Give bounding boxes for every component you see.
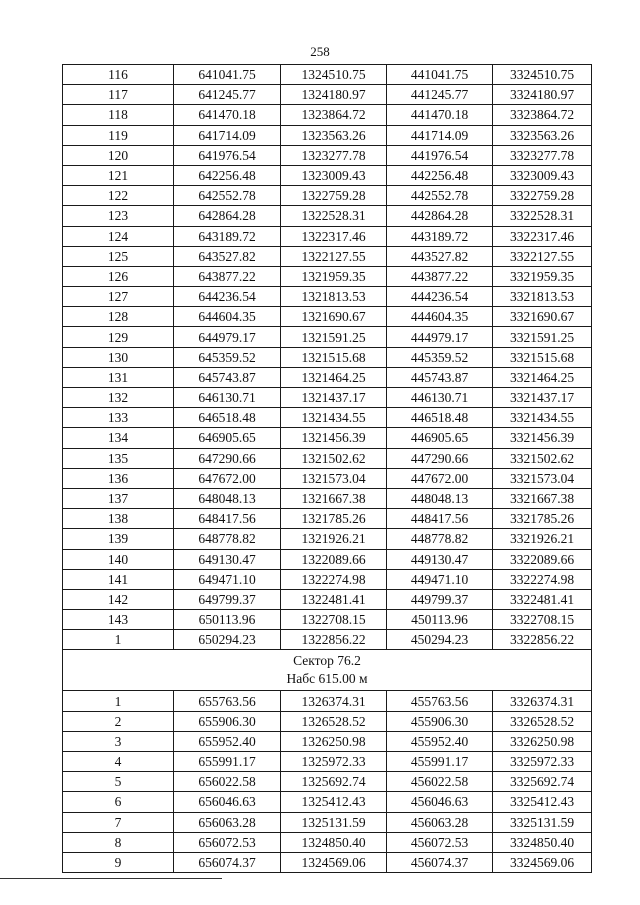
table-row: [63, 428, 592, 448]
coordinate-cell: 448417.56: [387, 509, 493, 529]
point-number-cell: 133: [63, 408, 174, 428]
coordinate-cell: 3321502.62: [493, 448, 592, 468]
coordinate-cell: 3324510.75: [493, 65, 592, 85]
point-number-cell: 131: [63, 367, 174, 387]
coordinate-cell: 1322089.66: [281, 549, 387, 569]
coordinate-cell: 648048.13: [174, 488, 281, 508]
coordinate-cell: 647290.66: [174, 448, 281, 468]
coordinate-cell: 1321502.62: [281, 448, 387, 468]
coordinate-cell: 3321464.25: [493, 367, 592, 387]
table-row: [63, 186, 592, 206]
coordinate-cell: 3325972.33: [493, 752, 592, 772]
coordinate-cell: 650294.23: [174, 630, 281, 650]
coordinate-cell: 3321515.68: [493, 347, 592, 367]
point-number-cell: 120: [63, 145, 174, 165]
coordinate-cell: 641976.54: [174, 145, 281, 165]
coordinates-table: [62, 64, 592, 873]
coordinate-cell: 1321667.38: [281, 488, 387, 508]
coordinate-cell: 3325412.43: [493, 792, 592, 812]
coordinate-cell: 1323277.78: [281, 145, 387, 165]
coordinate-cell: 3322528.31: [493, 206, 592, 226]
point-number-cell: 137: [63, 488, 174, 508]
coordinate-cell: 1324510.75: [281, 65, 387, 85]
table-row: [63, 307, 592, 327]
coordinate-cell: 455763.56: [387, 691, 493, 711]
coordinate-cell: 449471.10: [387, 569, 493, 589]
coordinate-cell: 449130.47: [387, 549, 493, 569]
table-row: [63, 388, 592, 408]
coordinate-cell: 3322317.46: [493, 226, 592, 246]
coordinate-cell: 456072.53: [387, 832, 493, 852]
coordinate-cell: 648417.56: [174, 509, 281, 529]
coordinate-cell: 641470.18: [174, 105, 281, 125]
coordinate-cell: 1323009.43: [281, 165, 387, 185]
coordinate-cell: 1322481.41: [281, 589, 387, 609]
point-number-cell: 124: [63, 226, 174, 246]
coordinate-cell: 1321690.67: [281, 307, 387, 327]
coordinate-cell: 444979.17: [387, 327, 493, 347]
coordinate-cell: 656022.58: [174, 772, 281, 792]
table-row: [63, 529, 592, 549]
coordinate-cell: 450294.23: [387, 630, 493, 650]
point-number-cell: 129: [63, 327, 174, 347]
point-number-cell: 130: [63, 347, 174, 367]
table-row: [63, 145, 592, 165]
point-number-cell: 6: [63, 792, 174, 812]
point-number-cell: 7: [63, 812, 174, 832]
table-row: [63, 772, 592, 792]
page-number: 258: [310, 44, 330, 59]
coordinate-cell: 649799.37: [174, 589, 281, 609]
table-row: [63, 852, 592, 872]
coordinate-cell: 646518.48: [174, 408, 281, 428]
coordinate-cell: 1321437.17: [281, 388, 387, 408]
table-row: [63, 206, 592, 226]
table-row: [63, 549, 592, 569]
point-number-cell: 1: [63, 630, 174, 650]
coordinate-cell: 1325131.59: [281, 812, 387, 832]
coordinate-cell: 1322317.46: [281, 226, 387, 246]
table-row: [63, 569, 592, 589]
coordinate-cell: 1321464.25: [281, 367, 387, 387]
point-number-cell: 9: [63, 852, 174, 872]
coordinate-cell: 445359.52: [387, 347, 493, 367]
coordinate-cell: 448048.13: [387, 488, 493, 508]
section-elevation: Набс 615.00 м: [286, 671, 368, 687]
coordinate-cell: 642552.78: [174, 186, 281, 206]
coordinate-cell: 3324850.40: [493, 832, 592, 852]
point-number-cell: 142: [63, 589, 174, 609]
coordinate-cell: 1325412.43: [281, 792, 387, 812]
table-row: [63, 266, 592, 286]
coordinate-cell: 641245.77: [174, 85, 281, 105]
coordinate-cell: 1324569.06: [281, 852, 387, 872]
table-row: [63, 589, 592, 609]
coordinate-cell: 655991.17: [174, 752, 281, 772]
point-number-cell: 8: [63, 832, 174, 852]
coordinate-cell: 3323009.43: [493, 165, 592, 185]
table-row: [63, 327, 592, 347]
section-header-group: [63, 650, 592, 691]
coordinate-cell: 3326528.52: [493, 711, 592, 731]
coordinate-cell: 456063.28: [387, 812, 493, 832]
point-number-cell: 117: [63, 85, 174, 105]
table-row: [63, 468, 592, 488]
point-number-cell: 122: [63, 186, 174, 206]
coordinate-cell: 448778.82: [387, 529, 493, 549]
coordinate-cell: 656072.53: [174, 832, 281, 852]
coordinate-cell: 655906.30: [174, 711, 281, 731]
coordinate-cell: 441245.77: [387, 85, 493, 105]
coordinate-cell: 1322759.28: [281, 186, 387, 206]
coordinate-cell: 441470.18: [387, 105, 493, 125]
coordinate-cell: 456046.63: [387, 792, 493, 812]
coordinate-cell: 3321667.38: [493, 488, 592, 508]
table-row: [63, 792, 592, 812]
coordinate-cell: 1322856.22: [281, 630, 387, 650]
coordinate-cell: 644236.54: [174, 287, 281, 307]
coordinate-cell: 656046.63: [174, 792, 281, 812]
coordinate-cell: 1321813.53: [281, 287, 387, 307]
coordinate-cell: 655763.56: [174, 691, 281, 711]
coordinate-cell: 3321456.39: [493, 428, 592, 448]
coordinate-cell: 441976.54: [387, 145, 493, 165]
table-row: [63, 488, 592, 508]
coordinate-cell: 3322274.98: [493, 569, 592, 589]
coordinate-cell: 442552.78: [387, 186, 493, 206]
table-row: [63, 65, 592, 85]
coordinate-cell: 656074.37: [174, 852, 281, 872]
coordinate-cell: 1325692.74: [281, 772, 387, 792]
point-number-cell: 118: [63, 105, 174, 125]
coordinate-cell: 450113.96: [387, 610, 493, 630]
coordinate-cell: 445743.87: [387, 367, 493, 387]
table-row: [63, 165, 592, 185]
point-number-cell: 119: [63, 125, 174, 145]
coordinate-cell: 3325131.59: [493, 812, 592, 832]
coordinate-cell: 3323277.78: [493, 145, 592, 165]
coordinate-cell: 1321926.21: [281, 529, 387, 549]
coordinate-cell: 447290.66: [387, 448, 493, 468]
coordinate-cell: 3321959.35: [493, 266, 592, 286]
coordinate-cell: 455906.30: [387, 711, 493, 731]
table-row: [63, 367, 592, 387]
section-header-row: [63, 650, 592, 691]
coordinate-cell: 1322528.31: [281, 206, 387, 226]
footnote-divider: [0, 878, 222, 879]
coordinate-cell: 3321690.67: [493, 307, 592, 327]
coordinate-cell: 442256.48: [387, 165, 493, 185]
point-number-cell: 135: [63, 448, 174, 468]
coordinate-cell: 1321959.35: [281, 266, 387, 286]
coordinate-cell: 1326374.31: [281, 691, 387, 711]
table-body-bottom: [63, 691, 592, 873]
coordinate-cell: 455952.40: [387, 731, 493, 751]
coordinate-cell: 645359.52: [174, 347, 281, 367]
coordinate-cell: 441041.75: [387, 65, 493, 85]
coordinate-cell: 456022.58: [387, 772, 493, 792]
coordinate-cell: 1321591.25: [281, 327, 387, 347]
coordinate-cell: 1321456.39: [281, 428, 387, 448]
point-number-cell: 2: [63, 711, 174, 731]
coordinate-cell: 3321813.53: [493, 287, 592, 307]
table-row: [63, 731, 592, 751]
coordinate-cell: 3321785.26: [493, 509, 592, 529]
table-row: [63, 85, 592, 105]
coordinate-cell: 3321573.04: [493, 468, 592, 488]
table-row: [63, 347, 592, 367]
coordinate-cell: 3321434.55: [493, 408, 592, 428]
coordinate-cell: 1323864.72: [281, 105, 387, 125]
coordinate-cell: 3322481.41: [493, 589, 592, 609]
coordinate-cell: 3323864.72: [493, 105, 592, 125]
coordinate-cell: 3326374.31: [493, 691, 592, 711]
coordinate-cell: 649471.10: [174, 569, 281, 589]
table-row: [63, 832, 592, 852]
coordinate-cell: 442864.28: [387, 206, 493, 226]
coordinate-cell: 447672.00: [387, 468, 493, 488]
coordinate-cell: 3325692.74: [493, 772, 592, 792]
point-number-cell: 134: [63, 428, 174, 448]
coordinate-cell: 645743.87: [174, 367, 281, 387]
coordinate-cell: 3322089.66: [493, 549, 592, 569]
table-body-top: [63, 65, 592, 650]
point-number-cell: 139: [63, 529, 174, 549]
coordinate-cell: 1326250.98: [281, 731, 387, 751]
point-number-cell: 126: [63, 266, 174, 286]
point-number-cell: 140: [63, 549, 174, 569]
coordinate-cell: 443527.82: [387, 246, 493, 266]
coordinate-cell: 1325972.33: [281, 752, 387, 772]
coordinate-cell: 3321437.17: [493, 388, 592, 408]
coordinate-cell: 1321573.04: [281, 468, 387, 488]
point-number-cell: 1: [63, 691, 174, 711]
point-number-cell: 121: [63, 165, 174, 185]
table-row: [63, 711, 592, 731]
section-title: Сектор 76.2: [293, 653, 361, 669]
point-number-cell: 3: [63, 731, 174, 751]
coordinate-cell: 1323563.26: [281, 125, 387, 145]
point-number-cell: 141: [63, 569, 174, 589]
table-row: [63, 630, 592, 650]
coordinate-cell: 455991.17: [387, 752, 493, 772]
coordinate-cell: 444604.35: [387, 307, 493, 327]
coordinate-cell: 444236.54: [387, 287, 493, 307]
table-row: [63, 125, 592, 145]
coordinate-cell: 642256.48: [174, 165, 281, 185]
table-row: [63, 246, 592, 266]
point-number-cell: 132: [63, 388, 174, 408]
table-row: [63, 408, 592, 428]
coordinate-cell: 1321785.26: [281, 509, 387, 529]
table-row: [63, 287, 592, 307]
coordinate-cell: 642864.28: [174, 206, 281, 226]
coordinate-cell: 449799.37: [387, 589, 493, 609]
coordinate-cell: 1322127.55: [281, 246, 387, 266]
section-header-cell: [63, 650, 592, 691]
coordinate-cell: 3321591.25: [493, 327, 592, 347]
point-number-cell: 116: [63, 65, 174, 85]
table-row: [63, 610, 592, 630]
coordinate-cell: 656063.28: [174, 812, 281, 832]
coordinate-cell: 646130.71: [174, 388, 281, 408]
coordinate-cell: 1321434.55: [281, 408, 387, 428]
coordinate-cell: 641041.75: [174, 65, 281, 85]
coordinate-cell: 649130.47: [174, 549, 281, 569]
coordinate-cell: 3321926.21: [493, 529, 592, 549]
table-row: [63, 691, 592, 711]
coordinate-cell: 643527.82: [174, 246, 281, 266]
coordinate-cell: 1324180.97: [281, 85, 387, 105]
point-number-cell: 136: [63, 468, 174, 488]
coordinate-cell: 3323563.26: [493, 125, 592, 145]
coordinate-cell: 643189.72: [174, 226, 281, 246]
point-number-cell: 128: [63, 307, 174, 327]
coordinate-cell: 446518.48: [387, 408, 493, 428]
table-row: [63, 226, 592, 246]
table-row: [63, 105, 592, 125]
point-number-cell: 123: [63, 206, 174, 226]
coordinate-cell: 446130.71: [387, 388, 493, 408]
coordinate-cell: 643877.22: [174, 266, 281, 286]
point-number-cell: 125: [63, 246, 174, 266]
coordinate-cell: 650113.96: [174, 610, 281, 630]
table-row: [63, 448, 592, 468]
coordinate-cell: 644979.17: [174, 327, 281, 347]
point-number-cell: 4: [63, 752, 174, 772]
coordinate-cell: 456074.37: [387, 852, 493, 872]
point-number-cell: 143: [63, 610, 174, 630]
coordinate-cell: 3322127.55: [493, 246, 592, 266]
coordinate-cell: 443877.22: [387, 266, 493, 286]
table-row: [63, 812, 592, 832]
coordinate-cell: 1326528.52: [281, 711, 387, 731]
coordinate-cell: 1322708.15: [281, 610, 387, 630]
point-number-cell: 138: [63, 509, 174, 529]
coordinate-cell: 3324569.06: [493, 852, 592, 872]
coordinate-cell: 3322856.22: [493, 630, 592, 650]
coordinate-cell: 3322708.15: [493, 610, 592, 630]
table-row: [63, 752, 592, 772]
table-row: [63, 509, 592, 529]
coordinate-cell: 644604.35: [174, 307, 281, 327]
coordinate-cell: 1324850.40: [281, 832, 387, 852]
coordinate-cell: 3322759.28: [493, 186, 592, 206]
coordinate-cell: 1321515.68: [281, 347, 387, 367]
point-number-cell: 127: [63, 287, 174, 307]
coordinate-cell: 3326250.98: [493, 731, 592, 751]
coordinate-cell: 646905.65: [174, 428, 281, 448]
coordinate-cell: 655952.40: [174, 731, 281, 751]
coordinate-cell: 446905.65: [387, 428, 493, 448]
point-number-cell: 5: [63, 772, 174, 792]
coordinate-cell: 3324180.97: [493, 85, 592, 105]
coordinate-cell: 441714.09: [387, 125, 493, 145]
coordinate-cell: 443189.72: [387, 226, 493, 246]
coordinate-cell: 647672.00: [174, 468, 281, 488]
coordinate-cell: 648778.82: [174, 529, 281, 549]
coordinate-cell: 1322274.98: [281, 569, 387, 589]
coordinate-cell: 641714.09: [174, 125, 281, 145]
